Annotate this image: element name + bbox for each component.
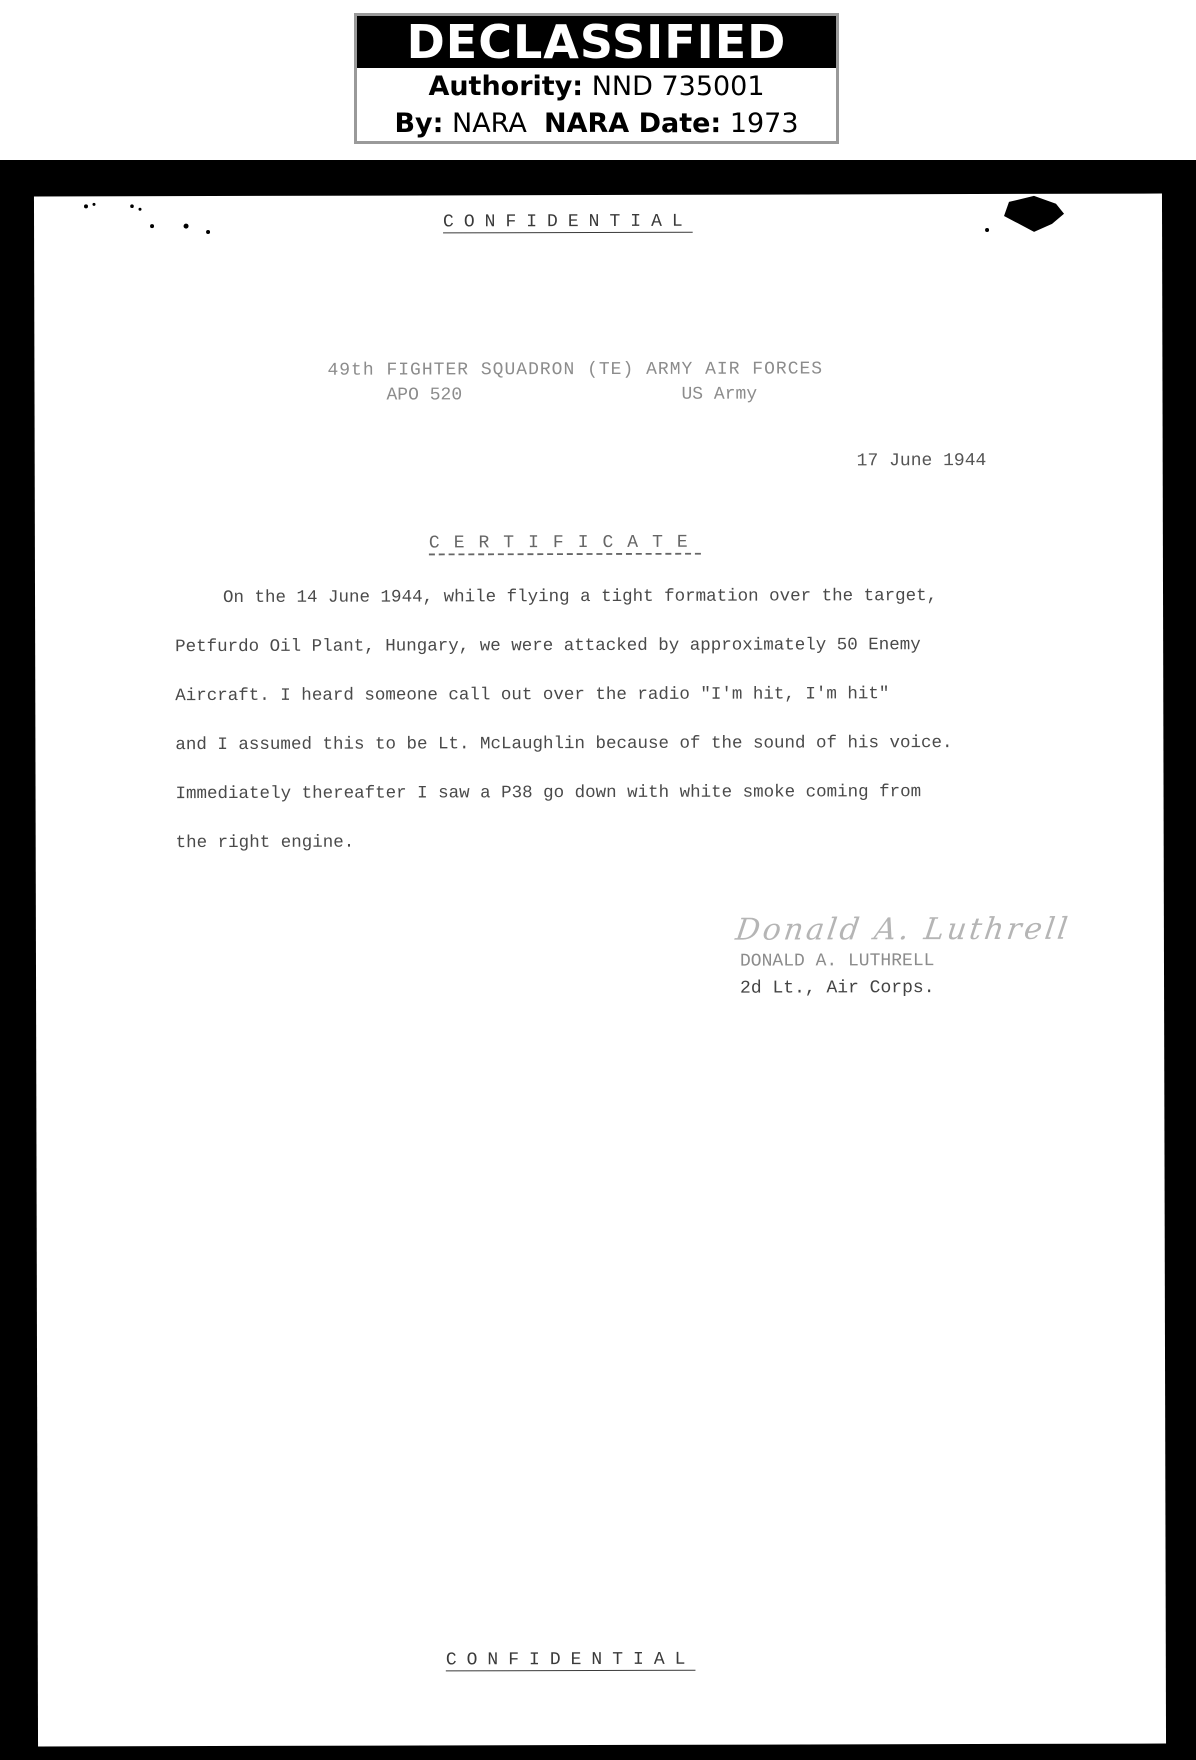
stamp-by-line <box>357 105 836 142</box>
stamp-authority-value: NND 735001 <box>591 71 765 102</box>
stamp-by-value: NARA <box>452 108 527 139</box>
signature-name: DONALD A. LUTHRELL <box>739 951 935 972</box>
body-line: Immediately thereafter I saw a P38 go down with white smoke coming from <box>175 782 922 805</box>
us-army-label: US Army <box>681 384 758 405</box>
declassified-stamp <box>354 13 839 144</box>
signature-rank: 2d Lt., Air Corps. <box>740 978 935 999</box>
stamp-date-value: 1973 <box>729 108 799 139</box>
document-page <box>34 194 1166 1747</box>
stamp-title: DECLASSIFIED <box>357 16 836 68</box>
stamp-authority-label: Authority: <box>428 71 584 102</box>
scan-specks <box>34 194 1166 1747</box>
handwritten-signature: Donald A. Luthrell <box>733 911 1073 948</box>
apo-number: APO 520 <box>386 385 463 406</box>
document-date: 17 June 1944 <box>856 450 987 472</box>
classification-top: CONFIDENTIAL <box>443 211 693 233</box>
stamp-authority-line <box>357 68 836 105</box>
scan-frame <box>0 160 1196 1760</box>
stamp-date-label: NARA Date: <box>544 108 722 139</box>
body-line: the right engine. <box>175 832 355 854</box>
unit-heading: 49th FIGHTER SQUADRON (TE) ARMY AIR FORCES <box>327 359 824 381</box>
certificate-title: CERTIFICATE <box>428 532 702 554</box>
body-line: Petfurdo Oil Plant, Hungary, we were attacked by approximately 50 Enemy <box>175 635 921 658</box>
stamp-by-label: By: <box>394 108 444 139</box>
body-line: and I assumed this to be Lt. McLaughlin because of the sound of his voice. <box>175 733 953 756</box>
classification-bottom: CONFIDENTIAL <box>445 1649 696 1671</box>
body-line: Aircraft. I heard someone call out over the radio "I'm hit, I'm hit" <box>175 684 890 707</box>
body-line: On the 14 June 1944, while flying a tight formation over the target, <box>222 586 938 608</box>
